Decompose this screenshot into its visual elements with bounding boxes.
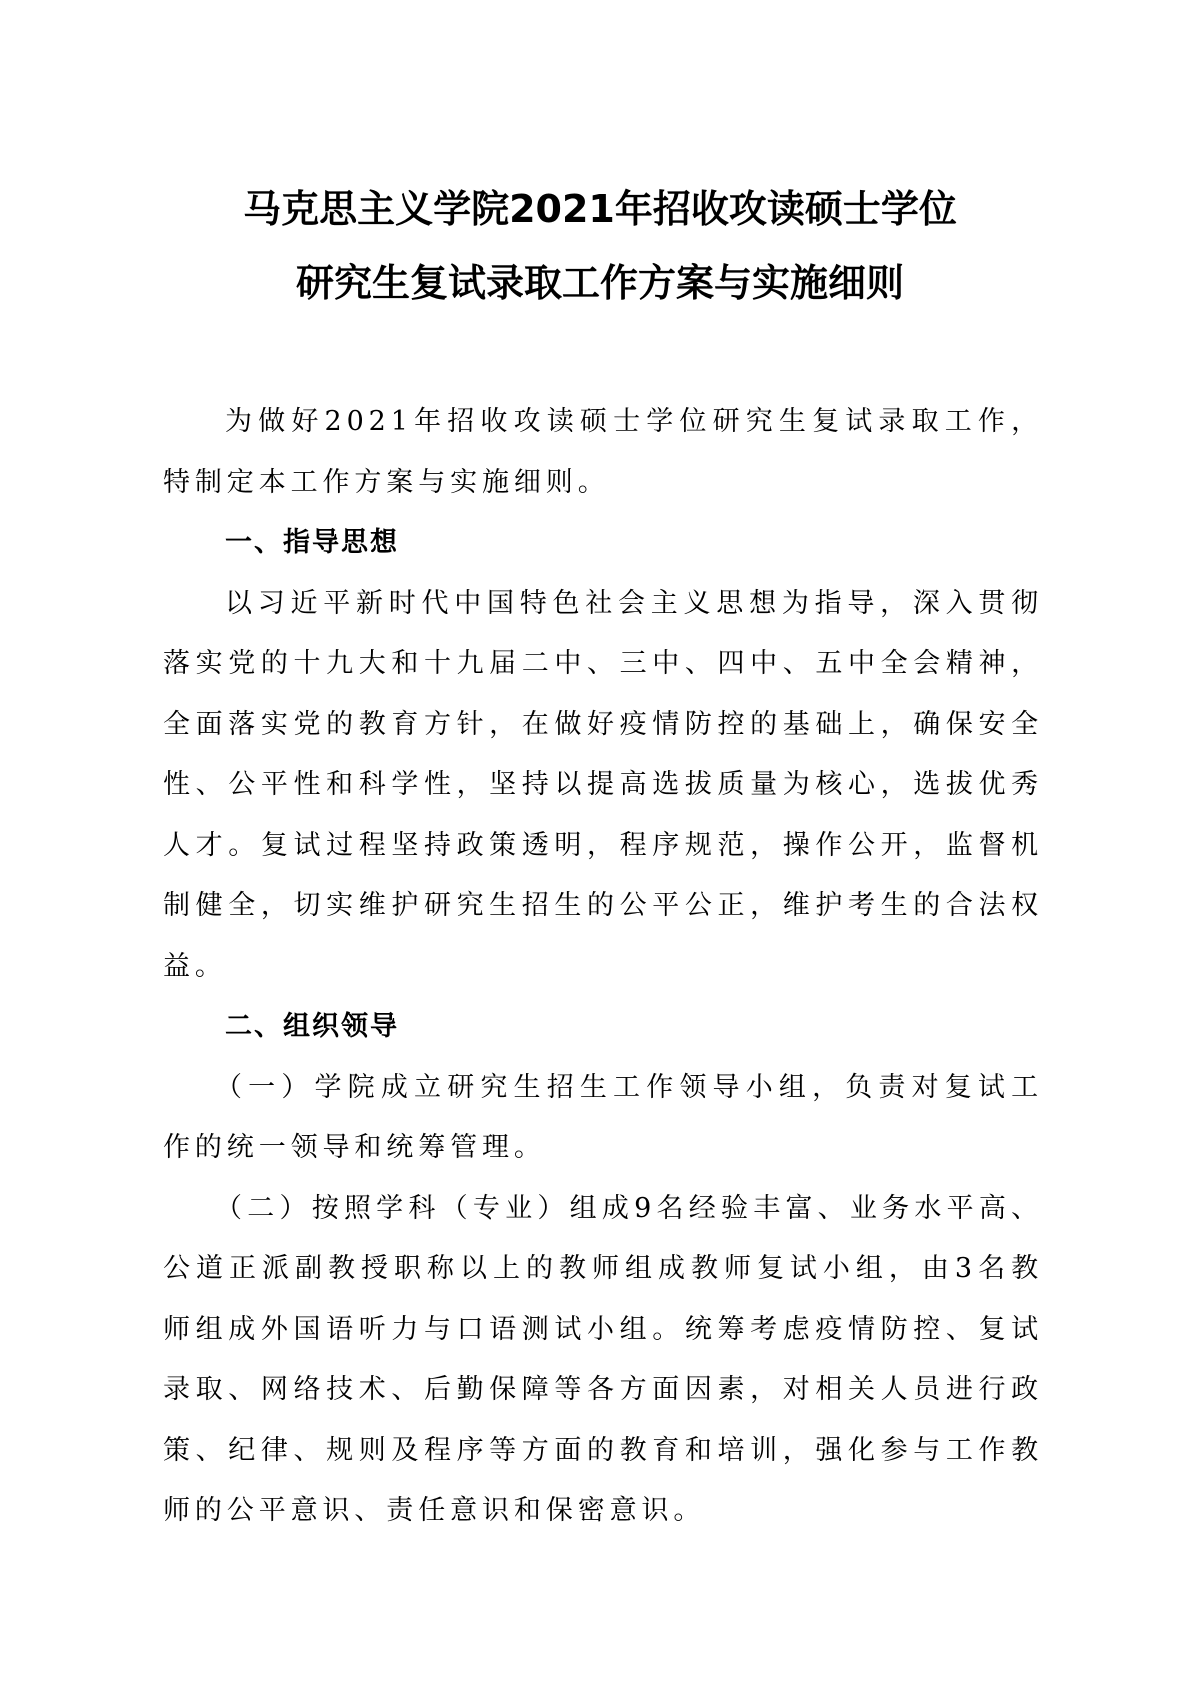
intro-paragraph: 为做好2021年招收攻读硕士学位研究生复试录取工作，特制定本工作方案与实施细则。: [163, 406, 1043, 498]
document-body: [163, 392, 1043, 1542]
section-2-paragraph-2: （二）按照学科（专业）组成9名经验丰富、业务水平高、公道正派副教授职称以上的教师组成教师复试小组，由3名教师组成外国语听力与口语测试小组。统筹考虑疫情防控、复试录取、网络技术、后勤保障等各方面因素，对相关人员进行政策、纪律、规则及程序等方面的教育和培训，强化参与工作教师的公平意识、责任意识和保密意识。: [163, 1192, 1043, 1526]
section-heading-guiding-ideology: 一、指导思想: [225, 527, 399, 558]
title-line-2: 研究生复试录取工作方案与实施细则: [295, 261, 904, 305]
document-title: [0, 172, 1200, 320]
section-2-paragraph-1: （一）学院成立研究生招生工作领导小组，负责对复试工作的统一领导和统筹管理。: [163, 1071, 1043, 1163]
section-heading-organization: 二、组织领导: [225, 1011, 399, 1042]
section-1-paragraph-1: 以习近平新时代中国特色社会主义思想为指导，深入贯彻落实党的十九大和十九届二中、三中、四中、五中全会精神，全面落实党的教育方针，在做好疫情防控的基础上，确保安全性、公平性和科学性，坚持以提高选拔质量为核心，选拔优秀人才。复试过程坚持政策透明，程序规范，操作公开，监督机制健全，切实维护研究生招生的公平公正，维护考生的合法权益。: [163, 587, 1043, 982]
title-line-1: 马克思主义学院2021年招收攻读硕士学位: [243, 187, 957, 231]
